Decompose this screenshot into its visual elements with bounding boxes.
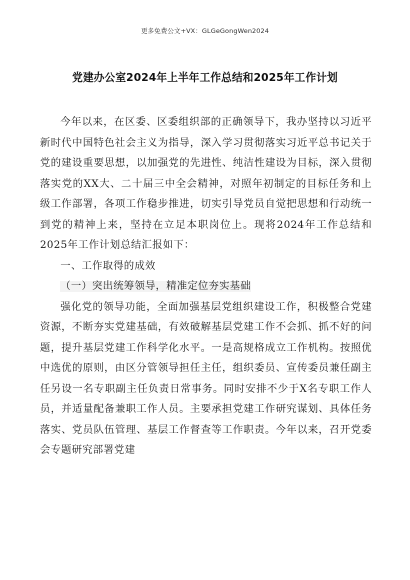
header-note: 更多免费公文+VX：GLGeGongWen2024 bbox=[140, 27, 269, 35]
body-paragraph: 强化党的领导功能，全面加强基层党组织建设工作，积极整合党建资源，不断夯实党建基础，有效破解基层党建工作不会抓、抓不好的问题，提升基层党建工作科学化水平。一是高规格成立工作机构。按照优中选优的原则，由区分管领导担任主任，组织委员、宣传委员兼任副主任另设一名专职副主任负责日常事务。同时安排不少于X名专职工作人员，并适量配备兼职工作人员。主要承担党建工作研究谋划、具体任务落实、党员队伍管理、基层工作督查等工作职责。今年以来，召开党委会专题研究部署党建 bbox=[40, 301, 372, 456]
subsection-heading bbox=[40, 277, 372, 298]
section-heading: 一、工作取得的成效 bbox=[60, 260, 156, 272]
intro-paragraph: 今年以来，在区委、区委组织部的正确领导下，我办坚持以习近平新时代中国特色社会主义为指导，深入学习贯彻落实习近平总书记关于党的建设重要思想，以加强党的先进性、纯洁性建设为目标，深入贯彻落实党的XX大、二十届三中全会精神，对照年初制定的目标任务和上级工作部署，各项工作稳步推进，切实引导党员自觉把思想和行动统一到党的精神上来，坚持在立足本职岗位上。现将2024年工作总结和2025年工作计划总结汇报如下： bbox=[40, 117, 372, 251]
subsection-heading-text: （一）突出统筹领导，精准定位夯实基础 bbox=[60, 281, 251, 292]
document-body bbox=[40, 113, 372, 462]
document-title: 党建办公室2024年上半年工作总结和2025年工作计划 bbox=[72, 72, 338, 84]
